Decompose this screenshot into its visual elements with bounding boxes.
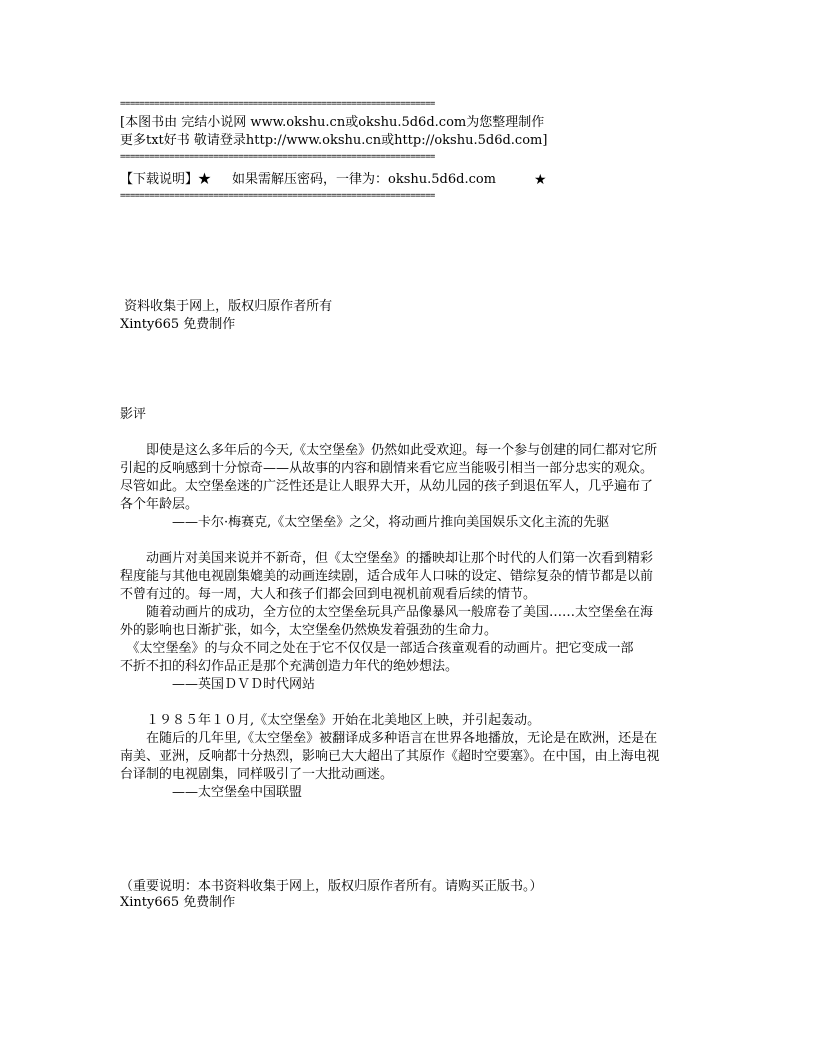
review-heading: 影评 [120,407,147,422]
review-p3-line: １９８５年１０月,《太空堡垒》开始在北美地区上映，并引起轰动。 [120,713,541,728]
review-p2-line: 《太空堡垒》的与众不同之处在于它不仅仅是一部适合孩童观看的动画片。把它变成一部 [120,641,634,656]
footer-important-note: （重要说明：本书资料收集于网上，版权归原作者所有。请购买正版书。） [120,879,543,894]
review-p3-source: ——太空堡垒中国联盟 [120,785,303,800]
header-notice-line2: 更多txt好书 敬请登录http://www.okshu.cn或http://okshu.5d6d.com] [120,133,548,148]
download-star-right: ★ [534,172,547,188]
review-p2-line: 程度能与其他电视剧集媲美的动画连续剧，适合成年人口味的设定、错综复杂的情节都是以前 [120,569,654,584]
review-p1-line: 引起的反响感到十分惊奇——从故事的内容和剧情来看它应当能吸引相当一部分忠实的观众。 [120,461,654,476]
review-p2-line: 不曾有过的。每一周，大人和孩子们都会回到电视机前观看后续的情节。 [120,587,537,602]
review-p2-source: ——英国ＤＶＤ时代网站 [120,677,316,692]
header-notice-line1: [本图书由 完结小说网 www.okshu.cn或okshu.5d6d.com为您整理制作 [120,115,545,130]
intro-copyright-line: 资料收集于网上，版权归原作者所有 [120,299,333,314]
review-p2-line: 外的影响也日渐扩张，如今，太空堡垒仍然焕发着强劲的生命力。 [120,623,498,638]
header-rule-bottom: ================================================================ [120,192,435,200]
review-p2-line: 不折不扣的科幻作品正是那个充满创造力年代的绝妙想法。 [120,659,459,674]
review-p2-line: 动画片对美国来说并不新奇，但《太空堡垒》的播映却让那个时代的人们第一次看到精彩 [120,551,654,566]
review-p2-line: 随着动画片的成功，全方位的太空堡垒玩具产品像暴风一般席卷了美国……太空堡垒在海 [120,605,654,620]
review-p1-source: ——卡尔·梅赛克,《太空堡垒》之父，将动画片推向美国娱乐文化主流的先驱 [120,515,610,530]
footer-producer-line: Xinty665 免费制作 [120,895,236,910]
review-p1-line: 尽管如此。太空堡垒迷的广泛性还是让人眼界大开，从幼儿园的孩子到退伍军人，几乎遍布了 [120,479,654,494]
header-rule-top: ================================================================ [120,100,435,108]
review-p3-line: 在随后的几年里,《太空堡垒》被翻译成多种语言在世界各地播放，无论是在欧洲，还是在 [120,731,658,746]
review-p3-line: 南美、亚洲，反响都十分热烈，影响已大大超出了其原作《超时空要塞》。在中国，由上海电视 [120,749,660,764]
download-label: 【下载说明】★ [120,172,212,187]
review-p1-line: 各个年龄层。 [120,497,199,512]
intro-producer-line: Xinty665 免费制作 [120,317,236,332]
download-password-text: 如果需解压密码，一律为：okshu.5d6d.com [232,172,497,187]
review-p1-line: 即使是这么多年后的今天,《太空堡垒》仍然如此受欢迎。每一个参与创建的同仁都对它所 [120,443,658,458]
review-p3-line: 台译制的电视剧集，同样吸引了一大批动画迷。 [120,767,394,782]
header-rule-middle: ================================================================ [120,153,435,161]
